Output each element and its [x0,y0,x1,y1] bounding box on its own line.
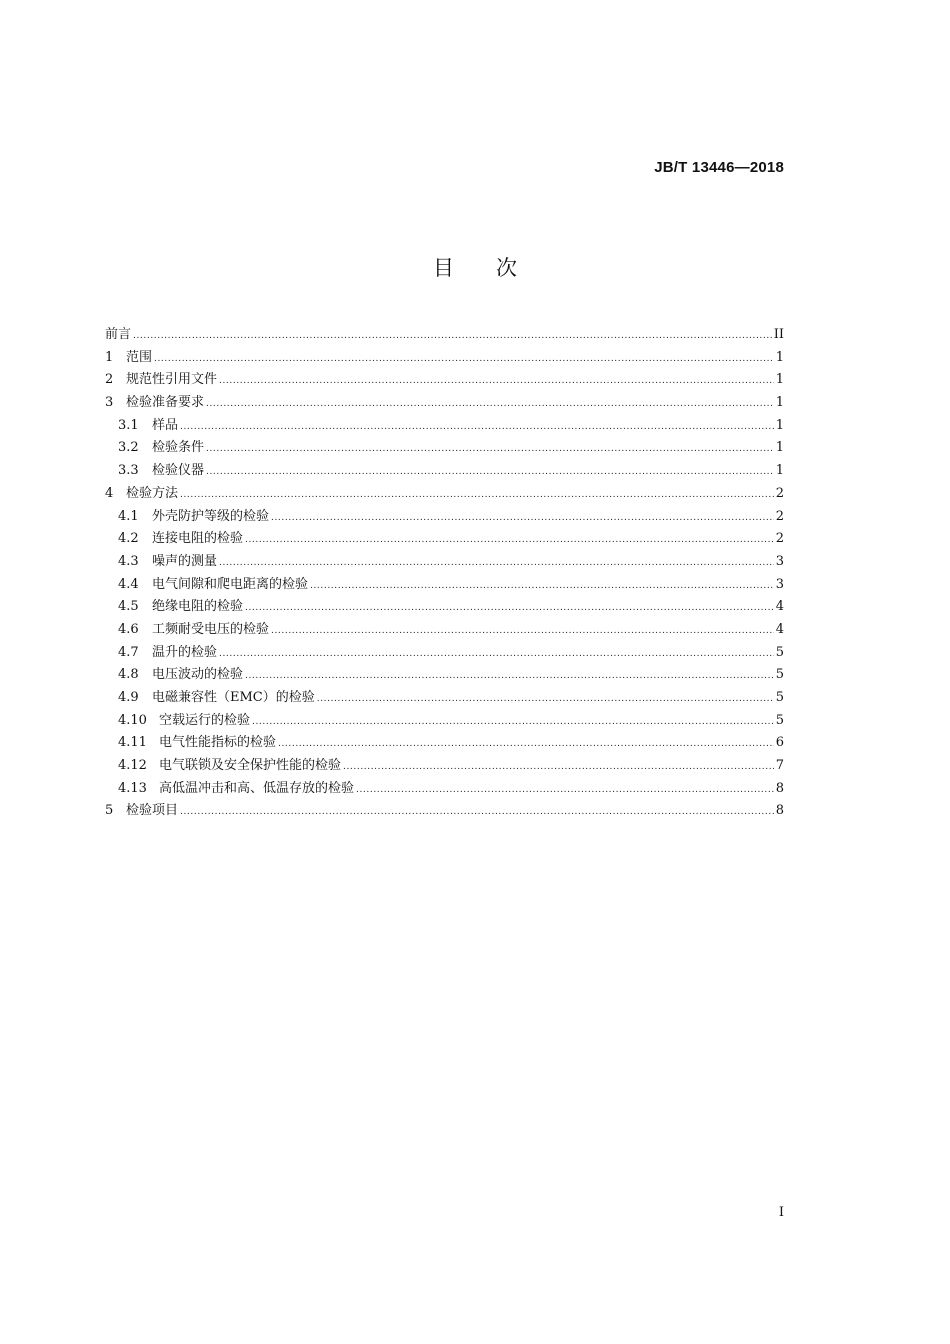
toc-entry-label: 电气性能指标的检验 [159,735,277,751]
toc-entry[interactable] [105,686,784,709]
toc-entry-label: 绝缘电阻的检验 [152,599,244,615]
toc-entry-label: 范围 [126,349,153,365]
toc-entry-page: 5 [775,667,784,683]
toc-entry-number: 4.9 [118,690,139,705]
dot-leader [206,444,774,454]
dot-leader [180,807,774,817]
toc-entry-number: 3.1 [118,417,139,433]
toc-entry-page: 1 [775,417,784,433]
toc-entry-number: 4.4 [118,576,139,592]
toc-entry-number: 2 [105,372,114,388]
toc-entry-page: 2 [775,485,784,501]
toc-entry-number: 4.3 [118,553,139,569]
dot-leader [356,785,774,795]
toc-entry-label: 电气间隙和爬电距离的检验 [152,576,309,592]
toc-entry-page: 1 [775,440,784,456]
toc-entry-number: 4.11 [118,735,147,751]
toc-entry[interactable] [105,731,784,754]
dot-leader [252,717,774,727]
toc-entry-page: 5 [775,644,784,660]
toc-entry[interactable] [105,346,784,369]
dot-leader [219,558,774,568]
dot-leader [180,422,774,432]
toc-entry-number: 4.8 [118,667,139,683]
toc-entry[interactable] [105,641,784,664]
toc-entry-number: 3.2 [118,440,139,456]
toc-entry-page: 5 [775,690,784,705]
toc-entry-number: 4.1 [118,508,139,524]
dot-leader [245,671,774,681]
toc-entry[interactable] [105,482,784,505]
toc-entry-label: 电磁兼容性（EMC）的检验 [152,690,315,705]
toc-entry-number: 5 [105,803,114,819]
toc-entry-page: 4 [775,621,784,637]
toc-entry-number: 4.12 [118,758,147,774]
toc-entry[interactable] [105,550,784,573]
dot-leader [154,354,774,364]
dot-leader [219,376,774,386]
toc-entry-label: 连接电阻的检验 [152,531,244,547]
toc-entry[interactable] [105,754,784,777]
toc-entry-page: 2 [775,508,784,524]
toc-entry-page: 5 [775,712,784,728]
toc-entry-number: 1 [105,349,114,365]
toc-entry-page: 3 [775,553,784,569]
page-title: 目 次 [433,256,517,280]
toc-entry-page: 3 [775,576,784,592]
toc-entry-number: 3.3 [118,463,139,479]
toc-entry-number: 4.10 [118,712,147,728]
toc-entry-number: 4.5 [118,599,139,615]
page-number: I [778,1205,784,1220]
toc-entry-number: 4.13 [118,780,147,796]
toc-entry-label: 样品 [152,417,179,433]
dot-leader [271,513,774,523]
toc-entry-page: 1 [775,372,784,388]
toc-entry[interactable] [105,777,784,800]
toc-entry[interactable] [105,391,784,414]
toc-entry-page: 7 [775,758,784,774]
toc-entry-label: 检验项目 [126,803,179,819]
toc-entry[interactable] [105,323,784,346]
toc-entry-page: 8 [775,780,784,796]
toc-entry-label: 高低温冲击和高、低温存放的检验 [159,780,355,796]
dot-leader [206,399,774,409]
toc-entry-page: 2 [775,531,784,547]
toc-entry-label: 检验准备要求 [126,395,205,411]
toc-entry-number: 4.2 [118,531,139,547]
dot-leader [219,649,774,659]
toc-entry-page: 1 [775,395,784,411]
dot-leader [206,467,774,477]
toc-entry-label: 检验仪器 [152,463,205,479]
toc-entry-label: 外壳防护等级的检验 [152,508,270,524]
toc-entry-label: 规范性引用文件 [126,372,218,388]
toc-entry-page: 8 [775,803,784,819]
toc-entry[interactable] [105,663,784,686]
toc-entry-label: 电压波动的检验 [152,667,244,683]
toc-entry[interactable] [105,527,784,550]
toc-entry-label: 前言 [105,327,132,342]
toc-entry-number: 4 [105,485,114,501]
toc-entry-number: 3 [105,395,114,411]
toc-entry[interactable] [105,799,784,822]
toc-entry-label: 温升的检验 [152,644,218,660]
toc-entry-page: II [773,327,784,342]
dot-leader [133,331,772,341]
toc-entry[interactable] [105,595,784,618]
dot-leader [245,535,774,545]
toc-entry[interactable] [105,459,784,482]
toc-entry[interactable] [105,618,784,641]
dot-leader [245,603,774,613]
dot-leader [180,490,774,500]
toc-entry-number: 4.7 [118,644,139,660]
toc-entry-page: 6 [775,735,784,751]
toc-entry-label: 检验条件 [152,440,205,456]
dot-leader [343,762,774,772]
dot-leader [278,739,774,749]
toc-entry-page: 1 [775,349,784,365]
toc-entry-page: 4 [775,599,784,615]
toc-entry-page: 1 [775,463,784,479]
toc-entry-label: 噪声的测量 [152,553,218,569]
toc-entry[interactable] [105,436,784,459]
toc-entry-label: 电气联锁及安全保护性能的检验 [159,758,342,774]
dot-leader [271,626,774,636]
toc-entry[interactable] [105,505,784,528]
dot-leader [317,694,774,704]
toc-entry[interactable] [105,368,784,391]
toc-entry[interactable] [105,414,784,437]
dot-leader [310,581,774,591]
toc-entry[interactable] [105,573,784,596]
toc-entry-label: 检验方法 [126,485,179,501]
standard-number: JB/T 13446—2018 [654,159,784,176]
toc-entry-number: 4.6 [118,621,139,637]
table-of-contents [105,323,784,822]
toc-entry-label: 空载运行的检验 [159,712,251,728]
toc-entry-label: 工频耐受电压的检验 [152,621,270,637]
toc-entry[interactable] [105,709,784,732]
